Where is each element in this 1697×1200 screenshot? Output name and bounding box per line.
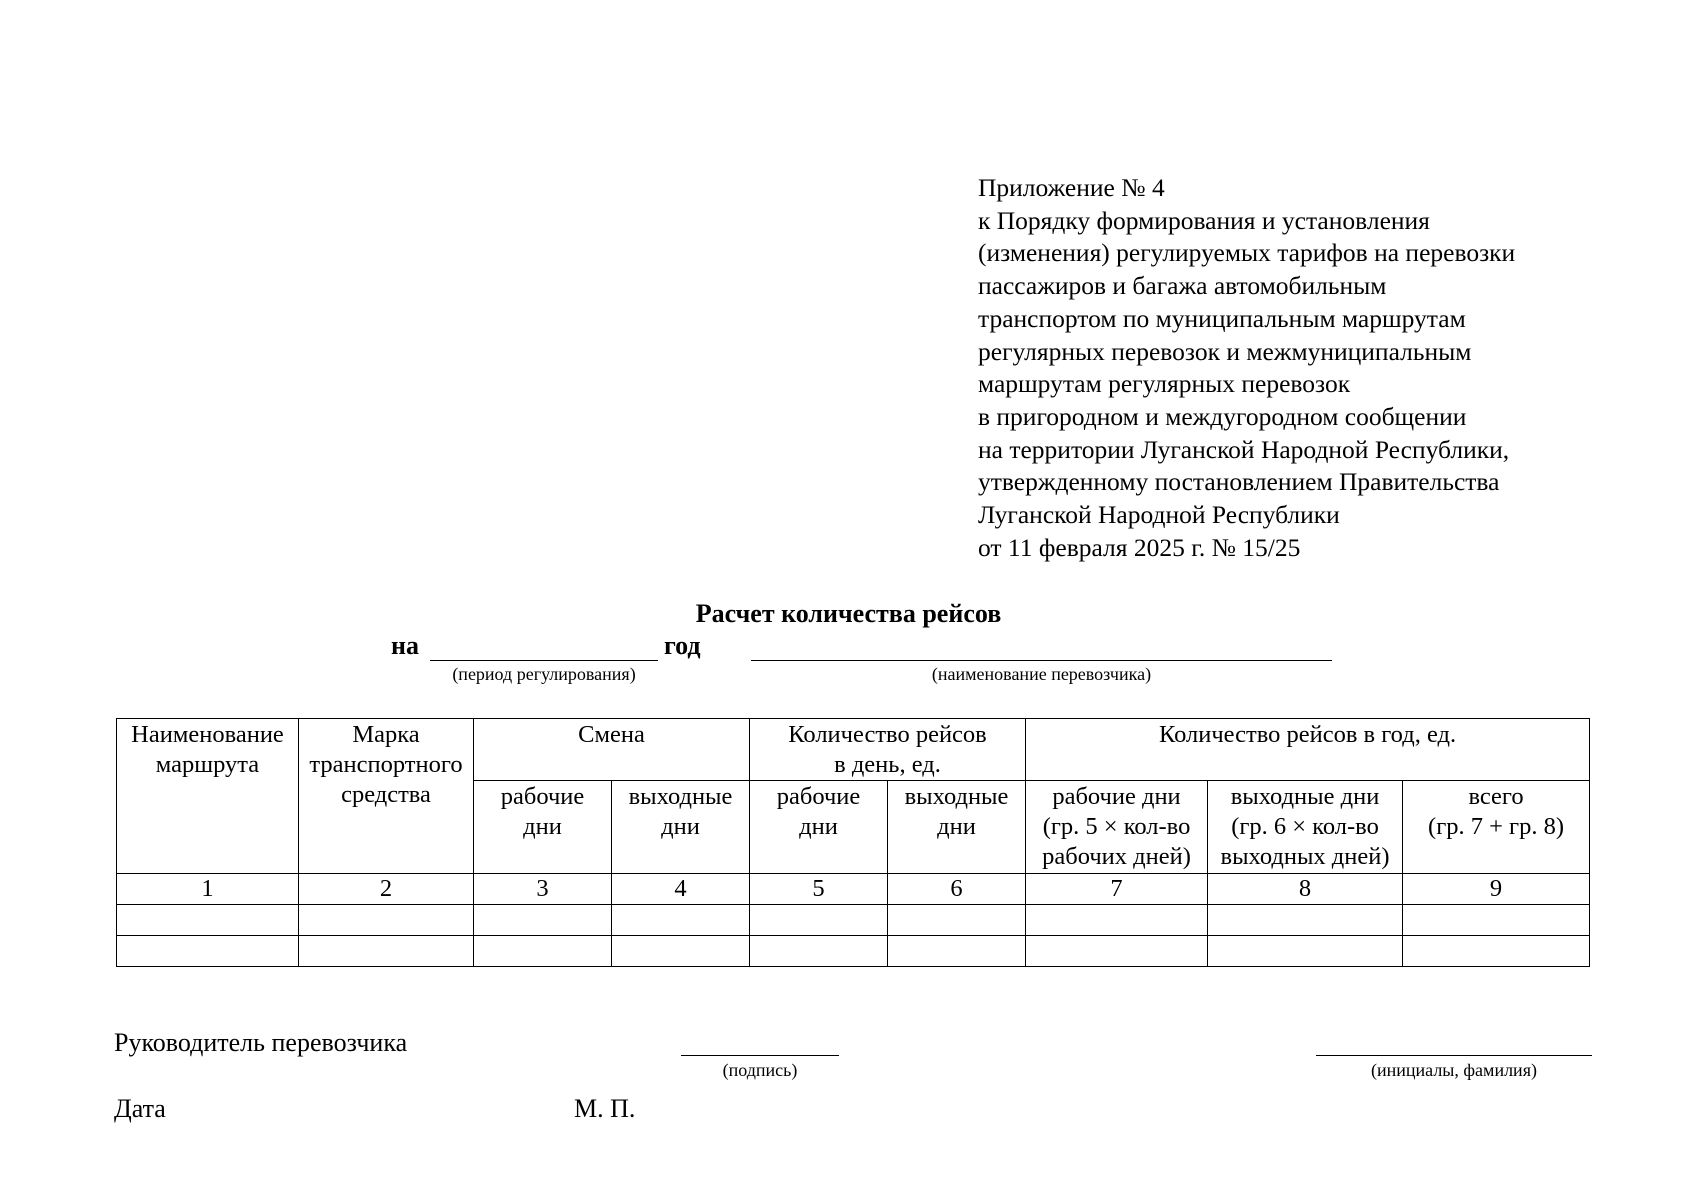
annex-header bbox=[978, 172, 1658, 564]
table-cell[interactable] bbox=[888, 936, 1026, 967]
column-number: 8 bbox=[1208, 874, 1403, 905]
annex-line: Приложение № 4 bbox=[978, 173, 1165, 202]
column-number: 4 bbox=[612, 874, 750, 905]
year-word: год bbox=[664, 631, 701, 660]
header-row-1 bbox=[117, 719, 1590, 781]
column-number: 5 bbox=[750, 874, 888, 905]
table-cell[interactable] bbox=[1403, 905, 1590, 936]
annex-line: на территории Луганской Народной Республики, bbox=[978, 434, 1510, 464]
table-cell[interactable] bbox=[612, 936, 750, 967]
table-cell[interactable] bbox=[1208, 936, 1403, 967]
period-field[interactable] bbox=[430, 660, 658, 661]
header-day-weekends: выходные дни bbox=[888, 781, 1026, 874]
header-trips-per-year: Количество рейсов в год, ед. bbox=[1026, 719, 1590, 781]
column-number: 6 bbox=[888, 874, 1026, 905]
trips-table bbox=[116, 718, 1590, 967]
table-cell[interactable] bbox=[612, 905, 750, 936]
annex-line: маршрутам регулярных перевозок bbox=[978, 369, 1351, 399]
table-cell[interactable] bbox=[750, 936, 888, 967]
annex-line: (изменения) регулируемых тарифов на перевозки bbox=[978, 238, 1516, 268]
table-cell[interactable] bbox=[1208, 905, 1403, 936]
name-caption: (инициалы, фамилия) bbox=[1371, 1060, 1537, 1080]
table-row bbox=[117, 936, 1590, 967]
table-cell[interactable] bbox=[474, 936, 612, 967]
annex-line: регулярных перевозок и межмуниципальным bbox=[978, 336, 1472, 366]
table-cell[interactable] bbox=[1026, 905, 1208, 936]
stamp-label: М. П. bbox=[574, 1094, 636, 1123]
table-cell[interactable] bbox=[299, 936, 474, 967]
header-day-workdays: рабочие дни bbox=[750, 781, 888, 874]
column-number: 2 bbox=[299, 874, 474, 905]
header-year-total: всего (гр. 7 + гр. 8) bbox=[1403, 781, 1590, 874]
header-vehicle-brand: Марка транспортного средства bbox=[299, 719, 474, 874]
date-label: Дата bbox=[114, 1094, 166, 1123]
annex-line: транспортом по муниципальным маршрутам bbox=[978, 303, 1466, 333]
table-cell[interactable] bbox=[299, 905, 474, 936]
header-year-workdays: рабочие дни (гр. 5 × кол-во рабочих дней) bbox=[1026, 781, 1208, 874]
header-trips-per-day: Количество рейсов в день, ед. bbox=[750, 719, 1026, 781]
signature-field[interactable] bbox=[681, 1055, 839, 1056]
annex-line: в пригородном и междугородном сообщении bbox=[978, 401, 1467, 431]
annex-line: к Порядку формирования и установления bbox=[978, 205, 1430, 235]
column-numbers-row bbox=[117, 874, 1590, 905]
annex-line: от 11 февраля 2025 г. № 15/25 bbox=[978, 532, 1301, 562]
signature-caption: (подпись) bbox=[722, 1060, 798, 1080]
header-route-name: Наименование маршрута bbox=[117, 719, 299, 874]
name-field[interactable] bbox=[1316, 1055, 1592, 1056]
table-cell[interactable] bbox=[1026, 936, 1208, 967]
annex-line: Луганской Народной Республики bbox=[978, 500, 1340, 530]
table-cell[interactable] bbox=[888, 905, 1026, 936]
period-caption: (период регулирования) bbox=[452, 664, 636, 684]
table-cell[interactable] bbox=[474, 905, 612, 936]
table-cell[interactable] bbox=[1403, 936, 1590, 967]
carrier-caption: (наименование перевозчика) bbox=[931, 664, 1152, 684]
carrier-field[interactable] bbox=[751, 660, 1332, 661]
annex-line: пассажиров и багажа автомобильным bbox=[978, 271, 1387, 301]
annex-line: утвержденному постановлением Правительства bbox=[978, 467, 1500, 497]
header-shift-workdays: рабочие дни bbox=[474, 781, 612, 874]
period-prefix: на bbox=[391, 631, 419, 660]
column-number: 1 bbox=[117, 874, 299, 905]
header-shift-weekends: выходные дни bbox=[612, 781, 750, 874]
column-number: 3 bbox=[474, 874, 612, 905]
column-number: 7 bbox=[1026, 874, 1208, 905]
head-label: Руководитель перевозчика bbox=[114, 1028, 408, 1057]
table-cell[interactable] bbox=[750, 905, 888, 936]
column-number: 9 bbox=[1403, 874, 1590, 905]
table-cell[interactable] bbox=[117, 936, 299, 967]
header-year-weekends: выходные дни (гр. 6 × кол-во выходных дней) bbox=[1208, 781, 1403, 874]
table-cell[interactable] bbox=[117, 905, 299, 936]
table-row bbox=[117, 905, 1590, 936]
header-shift: Смена bbox=[474, 719, 750, 781]
form-title: Расчет количества рейсов bbox=[695, 599, 1002, 628]
